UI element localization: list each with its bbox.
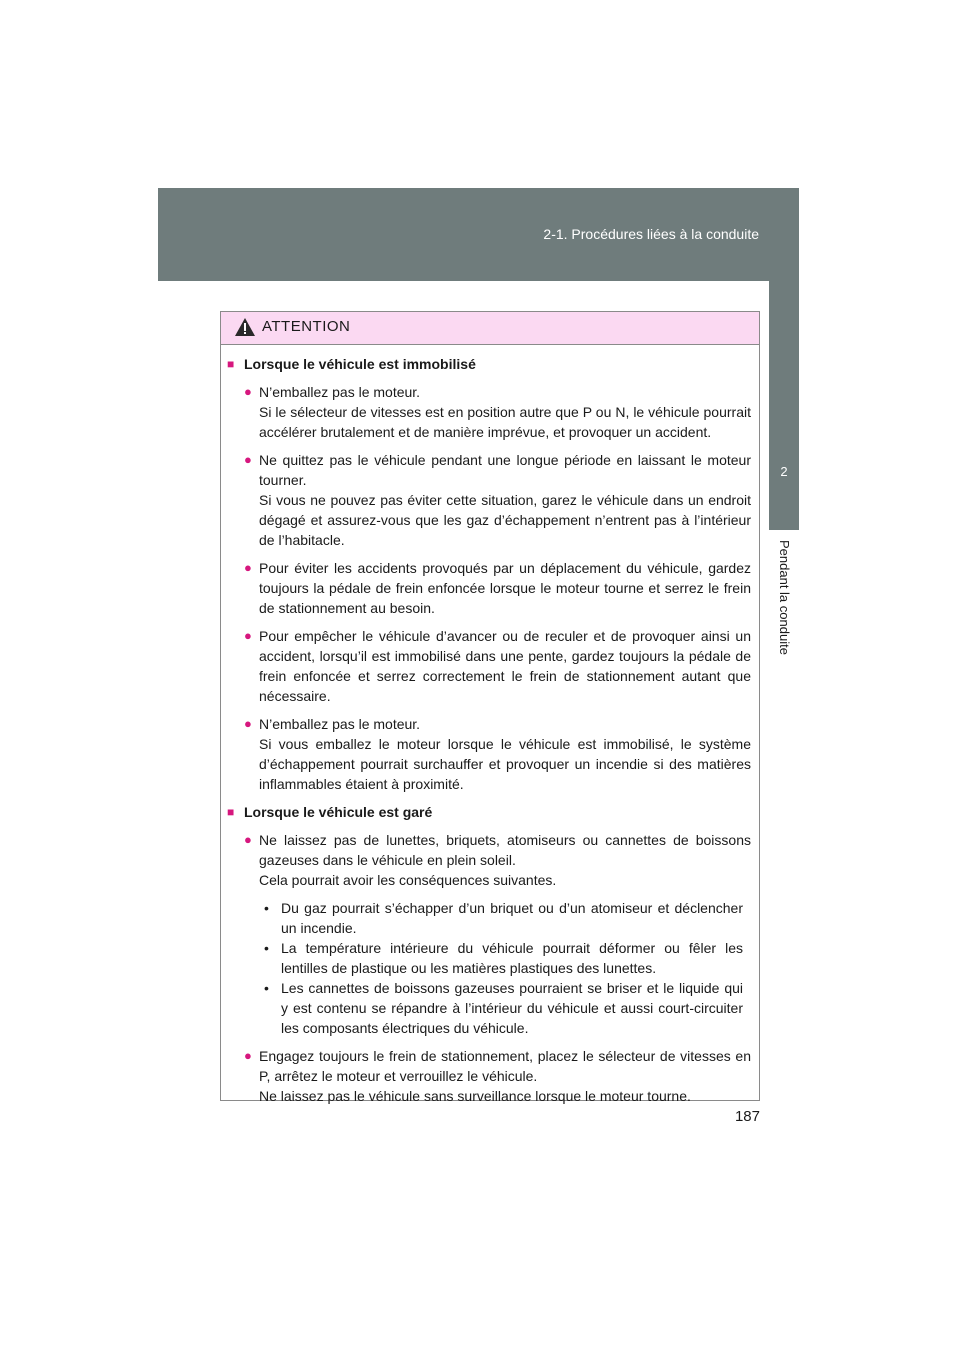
- dot-bullet-icon: •: [264, 900, 269, 916]
- item-text: Si vous emballez le moteur lorsque le véhicule est immobilisé, le système d’échappement pourrait surchauffer et provoquer un incendie si des matières inflammables étaient à proximité.: [259, 736, 751, 792]
- item-text: Si vous ne pouvez pas éviter cette situation, garez le véhicule dans un endroit dégagé et assurez-vous que les gaz d’échappement n’entrent pas à l’intérieur de l’habitacle.: [259, 492, 751, 548]
- circle-bullet-icon: ●: [244, 560, 252, 575]
- sub-item-text: La température intérieure du véhicule pourrait déformer ou fêler les lentilles de plastique ou les matières plastiques des lunettes.: [281, 940, 743, 976]
- circle-bullet-icon: ●: [244, 716, 252, 731]
- item-text: Ne quittez pas le véhicule pendant une longue période en laissant le moteur tourner.: [259, 452, 751, 488]
- warning-triangle-icon: [234, 317, 256, 337]
- warning-box: [220, 311, 760, 1104]
- warning-header: [221, 312, 759, 345]
- item-text: Pour empêcher le véhicule d’avancer ou de reculer et de provoquer ainsi un accident, lorsqu’il est immobilisé dans une pente, gardez toujours la pédale de frein enfoncée et serrez correctement le frein de stationnement autant que nécessaire.: [259, 628, 751, 704]
- chapter-number: 2: [780, 464, 788, 479]
- sub-list: [259, 898, 751, 1038]
- item-text: Ne laissez pas de lunettes, briquets, atomiseurs ou cannettes de boissons gazeuses dans le véhicule en plein soleil.: [259, 832, 751, 868]
- section-heading-text: Lorsque le véhicule est garé: [244, 804, 433, 820]
- section-heading-text: Lorsque le véhicule est immobilisé: [244, 356, 476, 372]
- sub-list-item: [259, 898, 751, 938]
- warning-title: ATTENTION: [262, 318, 351, 335]
- square-bullet-icon: ■: [227, 357, 235, 371]
- circle-bullet-icon: ●: [244, 832, 252, 847]
- header-band: [158, 188, 799, 281]
- list-item: [244, 626, 751, 706]
- list-item: [244, 714, 751, 794]
- item-text: N’emballez pas le moteur.: [259, 716, 421, 732]
- item-text: Si le sélecteur de vitesses est en position autre que P ou N, le véhicule pourrait accélérer brutalement et de manière imprévue, et provoquer un accident.: [259, 404, 751, 440]
- warning-body: [221, 345, 759, 1106]
- item-text: Engagez toujours le frein de stationnement, placez le sélecteur de vitesses en P, arrêtez le moteur et verrouillez le véhicule.: [259, 1048, 751, 1084]
- section-title: 2-1. Procédures liées à la conduite: [543, 226, 759, 242]
- circle-bullet-icon: ●: [244, 452, 252, 467]
- square-bullet-icon: ■: [227, 805, 235, 819]
- sub-list-item: [259, 978, 751, 1038]
- chapter-tab: [769, 281, 799, 530]
- circle-bullet-icon: ●: [244, 628, 252, 643]
- item-text: Ne laissez pas le véhicule sans surveillance lorsque le moteur tourne.: [259, 1088, 691, 1104]
- section-heading: [227, 354, 751, 374]
- sub-item-text: Du gaz pourrait s’échapper d’un briquet ou d’un atomiseur et déclencher un incendie.: [281, 900, 743, 936]
- dot-bullet-icon: •: [264, 980, 269, 996]
- circle-bullet-icon: ●: [244, 384, 252, 399]
- item-text: Pour éviter les accidents provoqués par un déplacement du véhicule, gardez toujours la pédale de frein enfoncée lorsque le moteur tourne et serrez le frein de stationnement au besoin.: [259, 560, 751, 616]
- sub-item-text: Les cannettes de boissons gazeuses pourraient se briser et le liquide qui y est contenu se répandre à l’intérieur du véhicule et aussi court-circuiter les composants électriques du véhicule.: [281, 980, 743, 1036]
- item-text: Cela pourrait avoir les conséquences suivantes.: [259, 872, 557, 888]
- list-item: [244, 830, 751, 1038]
- list-item: [244, 1046, 751, 1106]
- item-text: N’emballez pas le moteur.: [259, 384, 421, 400]
- sub-list-item: [259, 938, 751, 978]
- page-number: 187: [734, 1108, 760, 1125]
- circle-bullet-icon: ●: [244, 1048, 252, 1063]
- list-item: [244, 450, 751, 550]
- list-item: [244, 558, 751, 618]
- chapter-label: Pendant la conduite: [777, 540, 792, 655]
- section-heading: [227, 802, 751, 822]
- list-item: [244, 382, 751, 442]
- dot-bullet-icon: •: [264, 940, 269, 956]
